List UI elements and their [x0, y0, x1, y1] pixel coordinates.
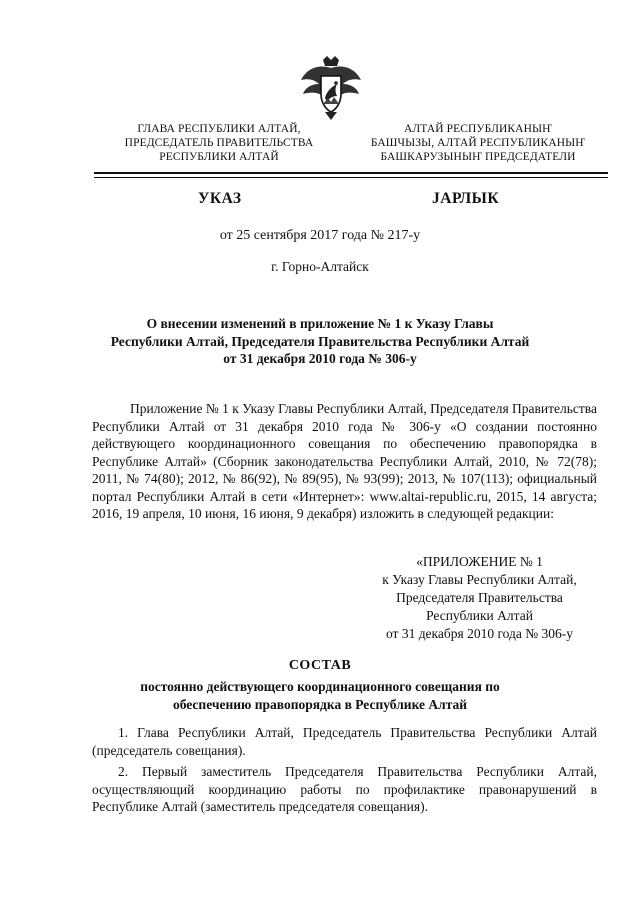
doc-title — [96, 315, 544, 368]
doc-date-number: от 25 сентября 2017 года № 217-у — [219, 228, 421, 243]
sostav-subheading-line: обеспечению правопорядка в Республике Алтай — [172, 697, 468, 712]
appendix-block — [352, 553, 607, 643]
appendix-line: от 31 декабря 2010 года № 306-у — [385, 626, 574, 641]
doc-city: г. Горно-Алтайск — [271, 259, 369, 274]
doc-type-ukaz: УКАЗ — [198, 190, 242, 207]
appendix-line: к Указу Главы Республики Алтай, — [382, 572, 577, 587]
list-item: 2. Первый заместитель Председателя Правительства Республики Алтай, осуществляющий координацию работы по профилактике правонарушений в Республике Алтай (заместитель председателя совещания). — [92, 764, 597, 814]
header-right — [346, 122, 610, 164]
header-left-line: ГЛАВА РЕСПУБЛИКИ АЛТАЙ, — [137, 123, 301, 135]
header-left-line: ПРЕДСЕДАТЕЛЬ ПРАВИТЕЛЬСТВА — [124, 137, 314, 149]
doc-title-line: от 31 декабря 2010 года № 306-у — [223, 351, 417, 366]
sostav-heading: СОСТАВ — [288, 658, 352, 673]
appendix-line: «ПРИЛОЖЕНИЕ № 1 — [416, 554, 543, 569]
sostav-subheading-line: постоянно действующего координационного совещания по — [140, 679, 500, 694]
header-left — [94, 122, 344, 164]
doc-type-jarlyk: JАРЛЫК — [432, 190, 500, 207]
appendix-line: Председателя Правительства — [396, 590, 563, 605]
members-list — [92, 724, 597, 820]
header-left-line: РЕСПУБЛИКИ АЛТАЙ — [159, 151, 279, 163]
header-right-line: АЛТАЙ РЕСПУБЛИКАНЫҤ — [404, 123, 552, 135]
body-paragraph: Приложение № 1 к Указу Главы Республики Алтай, Председателя Правительства Республики Алтай от 31 декабря 2010 года № 306-у «О создании постоянно действующего координационного совещания по обеспечению правопорядка в Республике Алтай» (Сборник законодательства Республики Алтай, 2010, № 72(78); 2011, № 74(80); 2012, № 86(92), № 89(95), № 93(99); 2013, № 107(113); официальный портал Республики Алтай в сети «Интернет»: www.altai-republic.ru, 2015, 14 августа; 2016, 19 апреля, 10 июня, 16 июня, 9 декабря) изложить в следующей редакции: — [92, 401, 597, 521]
doc-title-line: Республики Алтай, Председателя Правительства Республики Алтай — [110, 333, 530, 349]
coat-of-arms-icon — [297, 54, 365, 122]
header-right-line: БАШЧЫЗЫ, АЛТАЙ РЕСПУБЛИКАНЫҤ — [370, 137, 586, 149]
sostav-subheading — [110, 678, 530, 714]
doc-title-line: О внесении изменений в приложение № 1 к Указу Главы — [146, 316, 494, 331]
header-right-line: БАШКАРУЗЫНЫҤ ПРЕДСЕДАТЕЛИ — [380, 151, 576, 163]
list-item: 1. Глава Республики Алтай, Председатель Правительства Республики Алтай (председатель совещания). — [92, 725, 597, 758]
appendix-line: Республики Алтай — [426, 608, 533, 623]
header-divider-thick — [94, 172, 608, 174]
header-divider-thin — [94, 177, 608, 178]
